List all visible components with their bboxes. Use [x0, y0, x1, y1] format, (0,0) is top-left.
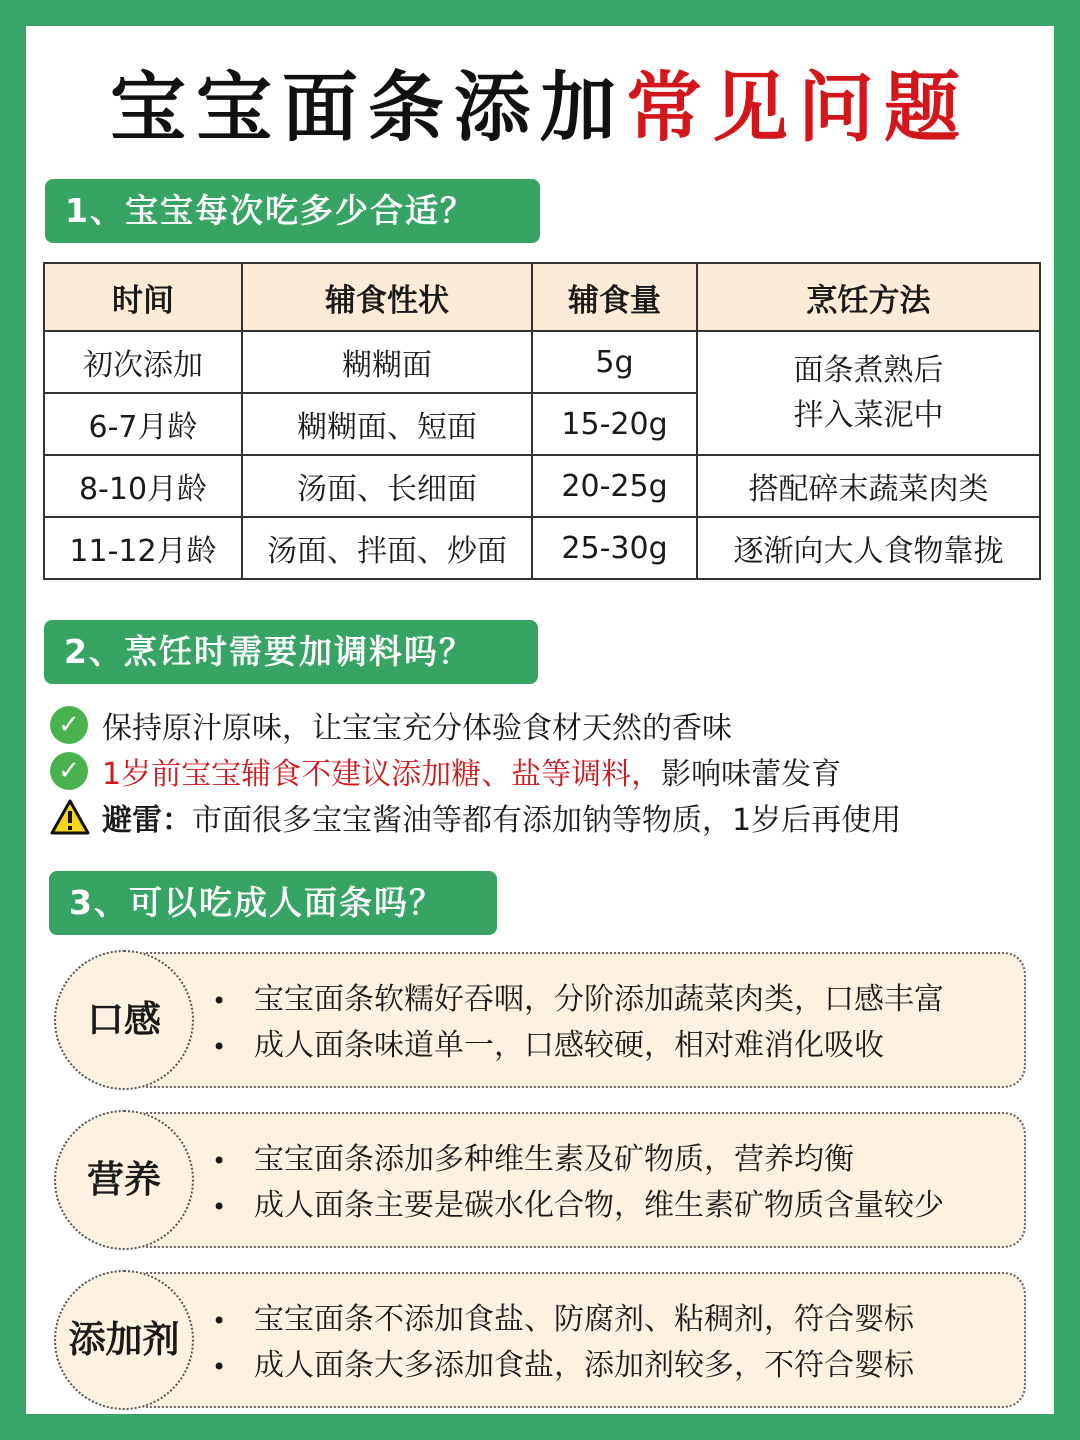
list-item — [212, 1023, 1006, 1069]
list-item — [212, 977, 1006, 1023]
compare-bullets — [212, 1137, 1006, 1229]
table-header-row — [44, 263, 1040, 331]
tip-text: 影响味蕾发育 — [661, 757, 842, 792]
method-line: 拌入菜泥中 — [793, 398, 944, 433]
compare-card-additives — [54, 1270, 1026, 1410]
tip-text-highlight: 1岁前宝宝辅食不建议添加糖、盐等调料， — [102, 757, 662, 792]
title-part-black: 宝宝面条添加 — [110, 63, 626, 152]
seasoning-tips — [50, 702, 1040, 840]
cell-texture: 糊糊面、短面 — [242, 393, 532, 455]
cell-method-early — [697, 331, 1040, 455]
bullet-icon: • — [212, 1353, 227, 1381]
bullet-icon: • — [212, 1193, 227, 1221]
section3-heading: 3、可以吃成人面条吗？ — [49, 871, 497, 935]
bullet-icon: • — [212, 987, 227, 1015]
bullet-icon: • — [212, 1033, 227, 1061]
table-row — [44, 517, 1040, 579]
cell-texture: 汤面、拌面、炒面 — [242, 517, 532, 579]
header-time: 时间 — [44, 263, 242, 331]
method-line: 面条煮熟后 — [793, 353, 944, 388]
header-method: 烹饪方法 — [697, 263, 1040, 331]
list-item-text: 宝宝面条软糯好吞咽，分阶添加蔬菜肉类，口感丰富 — [254, 982, 944, 1017]
list-item-text: 宝宝面条添加多种维生素及矿物质，营养均衡 — [254, 1142, 854, 1177]
list-item-text: 成人面条主要是碳水化合物，维生素矿物质含量较少 — [254, 1188, 944, 1223]
cell-time: 初次添加 — [44, 331, 242, 393]
cell-time: 8-10月龄 — [44, 455, 242, 517]
compare-bullets — [212, 977, 1006, 1069]
portion-table — [43, 262, 1041, 580]
tip-text: 保持原汁原味，让宝宝充分体验食材天然的香味 — [102, 711, 732, 746]
list-item — [212, 1183, 1006, 1229]
list-item-text: 成人面条味道单一，口感较硬，相对难消化吸收 — [254, 1028, 884, 1063]
warning-triangle-icon — [50, 798, 90, 836]
warning-text: 市面很多宝宝酱油等都有添加钠等物质，1岁后再使用 — [192, 803, 902, 838]
compare-label: 口感 — [54, 950, 194, 1090]
list-item-text: 成人面条大多添加食盐，添加剂较多，不符合婴标 — [254, 1348, 914, 1383]
page-card — [26, 26, 1054, 1414]
list-item-text: 宝宝面条不添加食盐、防腐剂、粘稠剂，符合婴标 — [254, 1302, 914, 1337]
bullet-icon: • — [212, 1307, 227, 1335]
cell-amount: 20-25g — [532, 455, 697, 517]
list-item — [212, 1343, 1006, 1389]
cell-method-late: 逐渐向大人食物靠拢 — [697, 517, 1040, 579]
warning-label: 避雷： — [102, 803, 192, 838]
cell-amount: 25-30g — [532, 517, 697, 579]
compare-label: 营养 — [54, 1110, 194, 1250]
table-row — [44, 455, 1040, 517]
header-amount: 辅食量 — [532, 263, 697, 331]
tip-item — [50, 702, 1040, 748]
compare-label: 添加剂 — [54, 1270, 194, 1410]
cell-time: 6-7月龄 — [44, 393, 242, 455]
cell-amount: 15-20g — [532, 393, 697, 455]
header-texture: 辅食性状 — [242, 263, 532, 331]
cell-texture: 汤面、长细面 — [242, 455, 532, 517]
compare-bullets — [212, 1297, 1006, 1389]
check-circle-icon: ✓ — [50, 752, 88, 790]
section2-heading: 2、烹饪时需要加调料吗？ — [44, 620, 538, 684]
warning-item — [50, 794, 1040, 840]
cell-texture: 糊糊面 — [242, 331, 532, 393]
compare-card-nutrition — [54, 1110, 1026, 1250]
cell-time: 11-12月龄 — [44, 517, 242, 579]
table-row — [44, 331, 1040, 393]
list-item — [212, 1297, 1006, 1343]
title-part-red: 常见问题 — [626, 63, 970, 152]
section1-heading: 1、宝宝每次吃多少合适？ — [45, 179, 540, 243]
cell-method-mid: 搭配碎末蔬菜肉类 — [697, 455, 1040, 517]
list-item — [212, 1137, 1006, 1183]
bullet-icon: • — [212, 1147, 227, 1175]
page-title — [26, 63, 1054, 152]
compare-card-texture — [54, 950, 1026, 1090]
check-circle-icon: ✓ — [50, 706, 88, 744]
cell-amount: 5g — [532, 331, 697, 393]
tip-item — [50, 748, 1040, 794]
